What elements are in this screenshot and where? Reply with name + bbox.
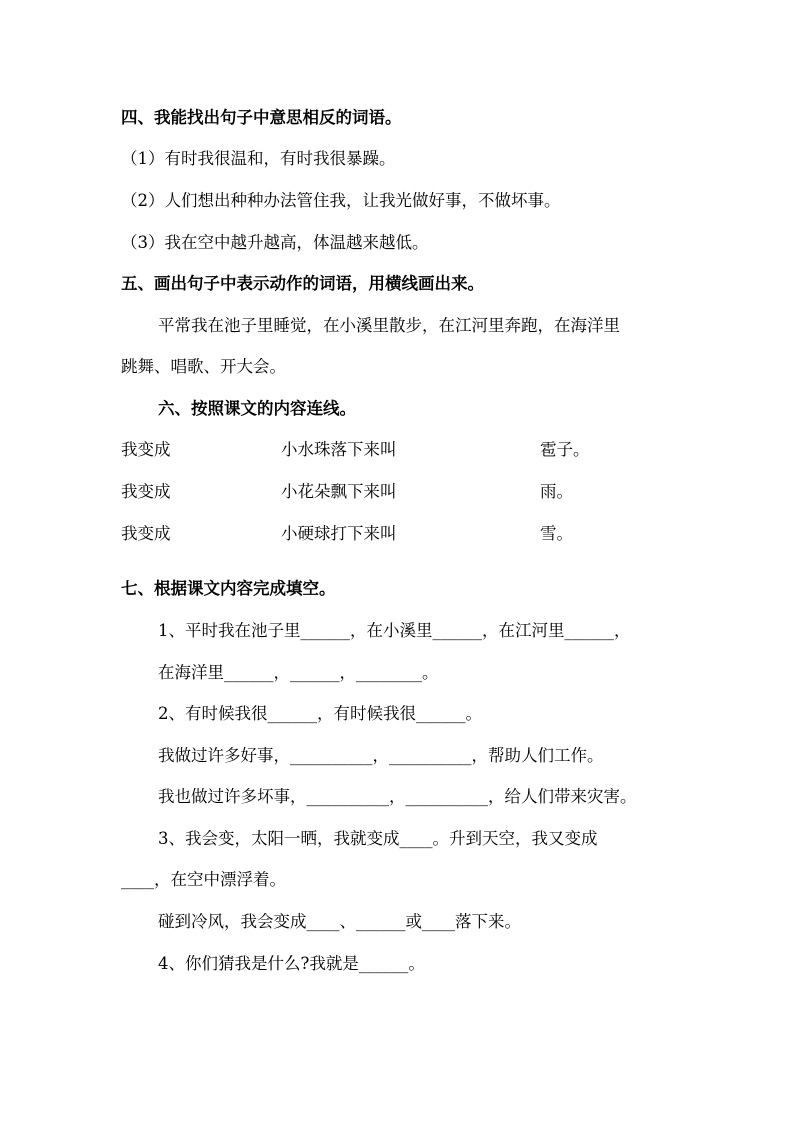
section4-item-3: （3）我在空中越升越高，体温越来越低。 — [121, 233, 429, 252]
match-row-3-right: 雪。 — [540, 524, 573, 543]
section5-paragraph-line1: 平常我在池子里睡觉，在小溪里散步，在江河里奔跑，在海洋里 — [158, 316, 620, 335]
fill-line-6: 3、我会变，太阳一晒，我就变成____。升到天空，我又变成 — [158, 829, 598, 848]
match-row-2-middle: 小花朵飘下来叫 — [281, 482, 397, 501]
fill-line-9: 4、你们猜我是什么?我就是______。 — [158, 954, 425, 973]
match-row-1-right: 雹子。 — [540, 440, 590, 459]
fill-line-2: 在海洋里______，______，________。 — [158, 663, 439, 682]
match-row-1-middle: 小水珠落下来叫 — [281, 440, 397, 459]
fill-line-7: ____，在空中漂浮着。 — [121, 870, 286, 889]
section7-heading: 七、根据课文内容完成填空。 — [121, 579, 336, 598]
section5-heading: 五、画出句子中表示动作的词语，用横线画出来。 — [121, 274, 484, 293]
fill-line-1: 1、平时我在池子里______，在小溪里______，在江河里______， — [158, 621, 631, 640]
section4-item-1: （1）有时我很温和，有时我很暴躁。 — [121, 149, 396, 168]
match-row-2-right: 雨。 — [540, 482, 573, 501]
match-row-3-left: 我变成 — [121, 524, 171, 543]
fill-line-4: 我做过许多好事，__________，__________，帮助人们工作。 — [158, 746, 604, 765]
match-row-3-middle: 小硬球打下来叫 — [281, 524, 397, 543]
section4-item-2: （2）人们想出种种办法管住我，让我光做好事，不做坏事。 — [121, 191, 561, 210]
fill-line-3: 2、有时候我很______，有时候我很______。 — [158, 704, 482, 723]
fill-line-5: 我也做过许多坏事，__________，__________，给人们带来灾害。 — [158, 787, 637, 806]
section4-heading: 四、我能找出句子中意思相反的词语。 — [121, 108, 402, 127]
section6-heading: 六、按照课文的内容连线。 — [158, 399, 356, 418]
section5-paragraph-line2: 跳舞、唱歌、开大会。 — [121, 357, 286, 376]
match-row-2-left: 我变成 — [121, 482, 171, 501]
fill-line-8: 碰到冷风，我会变成____、______或____落下来。 — [158, 912, 521, 931]
match-row-1-left: 我变成 — [121, 440, 171, 459]
